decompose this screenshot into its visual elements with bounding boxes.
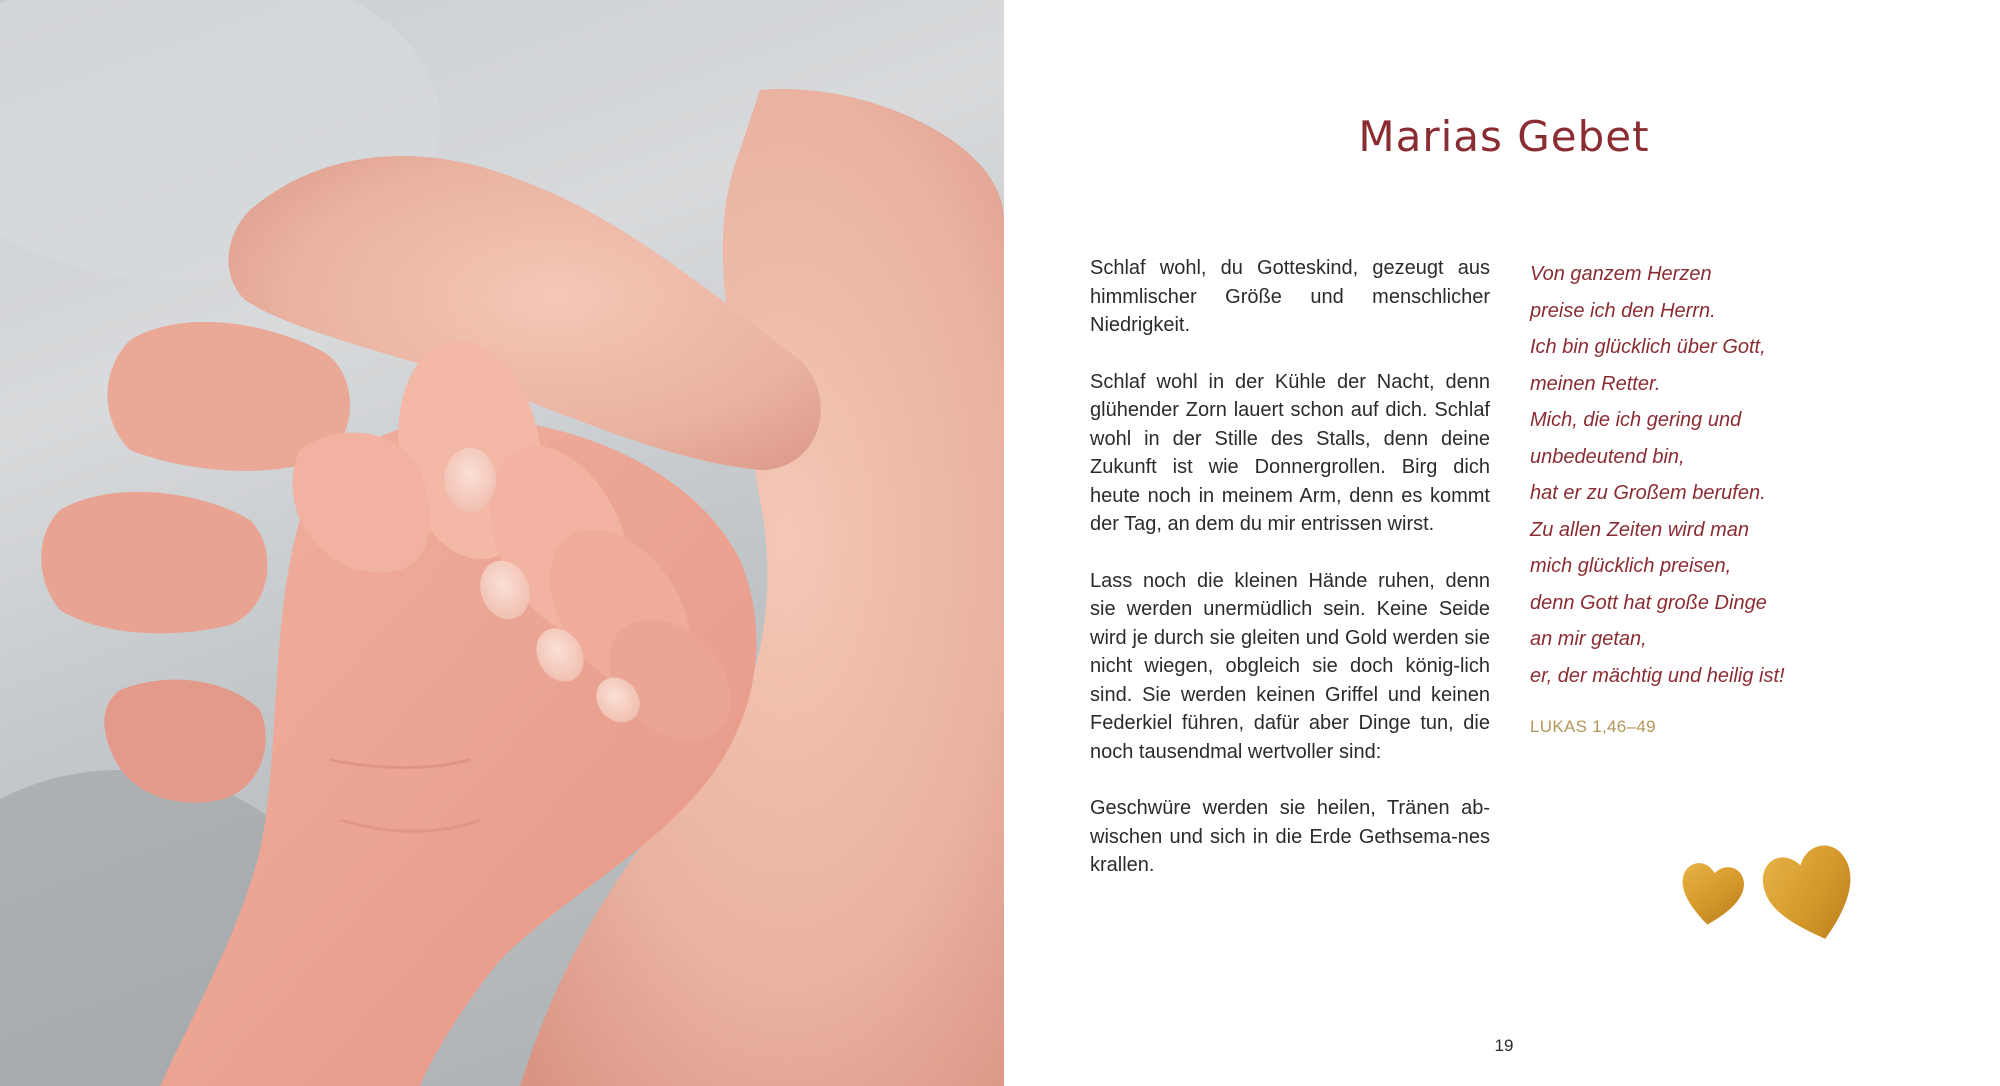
prose-paragraph: Lass noch die kleinen Hände ruhen, denn sie werden unermüdlich sein. Keine Seide wird je durch sie gleiten und Gold werden sie nicht wiegen, obgleich sie doch könig-lich sind. Sie werden keinen Griffel und keinen Federkiel führen, dafür aber Dinge tun, die noch tausendmal wertvoller sind: (1090, 569, 1490, 763)
verse-reference: LUKAS 1,46–49 (1530, 717, 1656, 736)
verse-line: denn Gott hat große Dinge (1530, 591, 1767, 614)
verse-line: Von ganzem Herzen (1530, 263, 1712, 285)
verse-line: er, der mächtig und heilig ist! (1530, 664, 1785, 687)
gold-hearts-decoration (1680, 826, 1880, 946)
verse-line: Mich, die ich gering und (1530, 409, 1742, 431)
verse-line: an mir getan, (1530, 628, 1647, 650)
page-number: 19 (1494, 1036, 1514, 1055)
verse-line: unbedeutend bin, (1530, 445, 1685, 468)
prose-paragraph: Geschwüre werden sie heilen, Tränen ab-wischen und sich in die Erde Gethsema-nes krallen. (1090, 797, 1490, 876)
large-gold-heart-icon (1758, 841, 1863, 946)
small-gold-heart-icon (1680, 861, 1746, 929)
verse-line: meinen Retter. (1530, 372, 1661, 395)
page-title: Marias Gebet (1358, 112, 1650, 161)
verse-line: Zu allen Zeiten wird man (1530, 518, 1749, 541)
bible-verse (1530, 256, 1860, 694)
verse-line: preise ich den Herrn. (1530, 299, 1716, 322)
verse-line: hat er zu Großem berufen. (1530, 482, 1766, 504)
prose-column (1090, 254, 1490, 908)
verse-line: Ich bin glücklich über Gott, (1530, 336, 1766, 358)
text-page (1004, 0, 2000, 1086)
prose-paragraph: Schlaf wohl in der Kühle der Nacht, denn glühender Zorn lauert schon auf dich. Schlaf wohl in der Stille des Stalls, denn deine Zukunft ist wie Donnergrollen. Birg dich heute noch in meinem Arm, denn es kommt der Tag, an dem du mir entrissen wirst. (1090, 370, 1490, 535)
verse-line: mich glücklich preisen, (1530, 555, 1732, 577)
prose-paragraph: Schlaf wohl, du Gotteskind, gezeugt aus himmlischer Größe und menschlicher Niedrigkeit. (1090, 257, 1490, 336)
